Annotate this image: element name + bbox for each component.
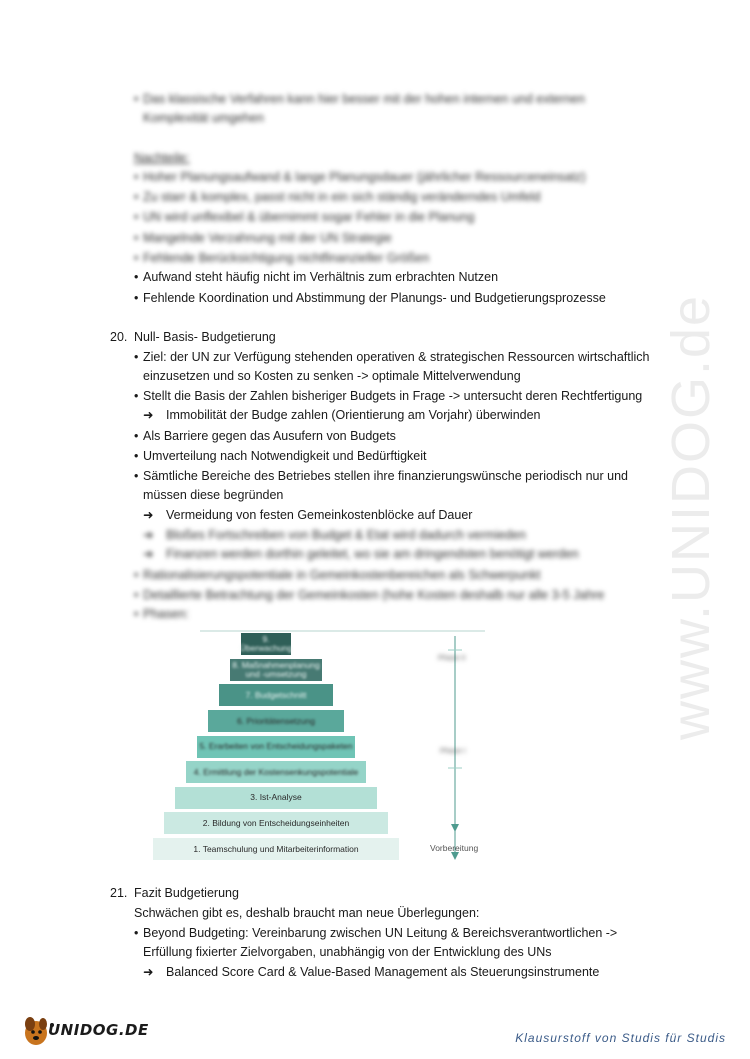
pyramid-step-label: 7. Budgetschnitt (245, 689, 307, 700)
blurred-line: • Fehlende Berücksichtigung nichtfinanzieller Größen (143, 249, 429, 267)
arrow-item-text: Vermeidung von festen Gemeinkostenblöcke auf Dauer (166, 508, 473, 522)
bullet-ziel: • Ziel: der UN zur Verfügung stehenden operativen & strategischen Ressourcen wirtschaftlich (143, 348, 650, 366)
pyramid-step (208, 710, 344, 732)
arrow-icon: ➜ (143, 408, 154, 422)
arrow-item-immobilitaet (143, 406, 541, 424)
section-21-heading (110, 884, 239, 902)
pyramid-step (219, 684, 333, 706)
footer-tagline: Klausurstoff von Studis für Studis (515, 1031, 726, 1045)
blurred-arrow-item (143, 545, 579, 563)
bullet-umverteilung: • Umverteilung nach Notwendigkeit und Bedürftigkeit (143, 447, 427, 465)
pyramid-step (186, 761, 366, 783)
bullet-bereiche-cont: müssen diese begründen (143, 488, 284, 502)
arrow-icon: ➜ (143, 528, 154, 542)
section-20-heading (110, 328, 276, 346)
phasen-label: • Phasen: (143, 605, 189, 623)
arrow-item-text: Immobilität der Budge zahlen (Orientierung am Vorjahr) überwinden (166, 408, 541, 422)
bullet-beyond-cont: Erfüllung fixierter Zielvorgaben, unabhängig von der Entwicklung des UNs (143, 945, 552, 959)
blurred-line: • Rationalisierungspotentiale in Gemeinkostenbereichen als Schwerpunkt (143, 566, 540, 584)
bullet-barriere: • Als Barriere gegen das Ausufern von Budgets (143, 427, 396, 445)
phase-2-label: Phase II (438, 653, 466, 662)
pyramid-step-label: 5. Erarbeiten von Entscheidungspaketen (199, 741, 353, 752)
pyramid-step-label: 8. Maßnahmenplanung und -umsetzung (232, 659, 320, 679)
pyramid-step (241, 633, 291, 655)
pyramid-step (175, 787, 377, 809)
arrow-item-gemeinkosten (143, 506, 473, 524)
pyramid-step-label: 9. Überwachung (239, 634, 293, 654)
arrow-icon: ➜ (143, 508, 154, 522)
bullet-ziel-cont: einzusetzen und so Kosten zu senken -> optimale Mittelverwendung (143, 369, 521, 383)
pyramid-step-label: 6. Prioritätensetzung (237, 715, 315, 726)
bullet-basis: • Stellt die Basis der Zahlen bisheriger Budgets in Frage -> untersucht deren Rechtfertigung (143, 387, 642, 405)
section-title: Null- Basis- Budgetierung (134, 330, 276, 344)
bullet-koordination: • Fehlende Koordination und Abstimmung der Planungs- und Budgetierungsprozesse (143, 289, 606, 307)
pyramid-step-label: 3. Ist-Analyse (250, 792, 302, 803)
arrow-icon: ➜ (143, 547, 154, 561)
blurred-line: • Detaillierte Betrachtung der Gemeinkosten (hohe Kosten deshalb nur alle 3-5 Jahre (143, 586, 604, 604)
section-number: 20. (110, 330, 128, 344)
pyramid-step (197, 736, 355, 758)
logo-text: UNIDOG.DE (48, 1021, 149, 1039)
blurred-line: • Hoher Planungsaufwand & lange Planungsdauer (jährlicher Ressourceneinsatz) (143, 168, 586, 186)
section-number: 21. (110, 886, 128, 900)
blurred-line: Komplexität umgehen (143, 111, 264, 125)
bullet-bereiche: • Sämtliche Bereiche des Betriebes stellen ihre finanzierungswünsche periodisch nur und (143, 467, 628, 485)
watermark-text: www.UNIDOG.de (661, 293, 721, 740)
fazit-intro: Schwächen gibt es, deshalb braucht man neue Überlegungen: (134, 906, 480, 920)
pyramid-step-label: 2. Bildung von Entscheidungseinheiten (202, 817, 350, 828)
pyramid-step-label: 4. Ermittlung der Kostensenkungspotentiale (193, 766, 359, 777)
nachteile-heading: Nachteile: (134, 151, 190, 165)
pyramid-step (153, 838, 399, 860)
pyramid-step (230, 659, 322, 681)
blurred-line: • Zu starr & komplex, passt nicht in ein sich ständig veränderndes Umfeld (143, 188, 540, 206)
arrow-item-bsc (143, 963, 600, 981)
section-title: Fazit Budgetierung (134, 886, 239, 900)
phase-1-label: Phase I (440, 746, 466, 755)
blurred-line: • Das klassische Verfahren kann hier besser mit der hohen internen und externen (143, 90, 585, 108)
bullet-beyond-budgeting: • Beyond Budgeting: Vereinbarung zwischen UN Leitung & Bereichsverantwortlichen -> (143, 924, 617, 942)
vorbereitung-label: Vorbereitung (430, 843, 479, 853)
pyramid-step (164, 812, 388, 834)
blurred-text: Finanzen werden dorthin geleitet, wo sie am dringendsten benötigt werden (166, 547, 579, 561)
blurred-text: Bloßes Fortschreiben von Budget & Etat wird dadurch vermieden (166, 528, 526, 542)
blurred-arrow-item (143, 526, 526, 544)
blurred-line: • UN wird unflexibel & übernimmt sogar Fehler in die Planung (143, 208, 474, 226)
arrow-item-text: Balanced Score Card & Value-Based Management als Steuerungsinstrumente (166, 965, 600, 979)
pyramid-step-label: 1. Teamschulung und Mitarbeiterinformation (193, 843, 359, 854)
phases-pyramid (150, 628, 495, 868)
blurred-line: • Mangelnde Verzahnung mit der UN Strategie (143, 229, 392, 247)
arrow-icon: ➜ (143, 965, 154, 979)
bullet-aufwand: • Aufwand steht häufig nicht im Verhältnis zum erbrachten Nutzen (143, 268, 498, 286)
